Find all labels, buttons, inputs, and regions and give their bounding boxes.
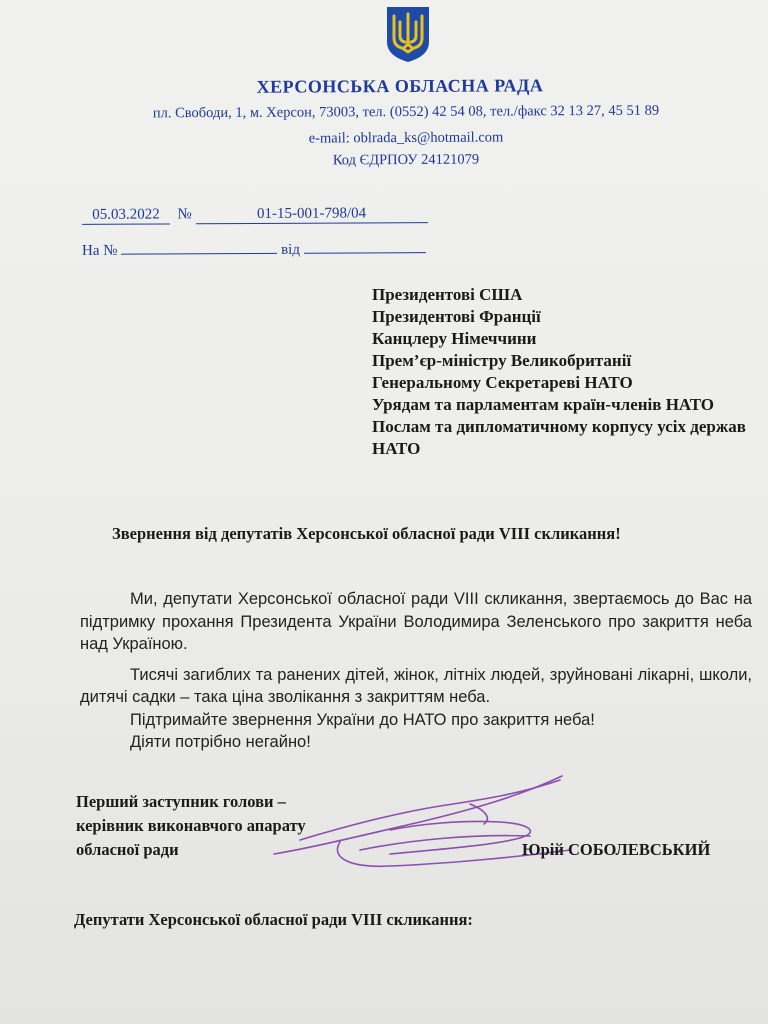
reply-line: [82, 241, 426, 260]
body-paragraph: Тисячі загиблих та ранених дітей, жінок, літніх людей, зруйновані лікарні, школи, дитячі садки – така ціна зволікання з закриттям неба.: [80, 665, 752, 706]
trident-coat-of-arms-icon: [384, 4, 432, 64]
reply-number: [121, 253, 277, 255]
org-email: e-mail: oblrada_ks@hotmail.com: [308, 129, 504, 147]
registration-number: 01-15-001-798/04: [196, 205, 428, 224]
org-name: ХЕРСОНСЬКА ОБЛАСНА РАДА: [256, 75, 544, 97]
registration-number-label: №: [177, 206, 192, 223]
org-edrpou: Код ЄДРПОУ 24121079: [332, 151, 480, 169]
signatory-name: Юрій СОБОЛЕВСЬКИЙ: [522, 840, 711, 859]
addressee: Президентові США: [372, 285, 523, 304]
reply-number-label: На №: [81, 242, 118, 259]
addressee: Прем’єр-міністру Великобританії: [372, 351, 632, 370]
addressee: Канцлеру Німеччини: [372, 329, 537, 348]
addressee: Генеральному Секретареві НАТО: [372, 373, 633, 392]
body-paragraph: Ми, депутати Херсонської обласної ради VIII скликання, звертаємось до Вас на підтримку прохання Президента України Володимира Зеленського про закриття неба над Україною.: [80, 590, 752, 653]
letter-subject: Звернення від депутатів Херсонської обласної ради VIII скликання!: [112, 524, 621, 543]
registration-line: [82, 205, 428, 225]
signatory-title-line: керівник виконавчого апарату: [76, 816, 306, 835]
registration-date: 05.03.2022: [82, 206, 170, 224]
addressee: Урядам та парламентам країн-членів НАТО: [372, 395, 715, 414]
reply-from-label: від: [281, 241, 300, 258]
signatory-title-line: Перший заступник голови –: [76, 792, 286, 811]
deputies-heading: Депутати Херсонської обласної ради VIII скликання:: [74, 910, 473, 929]
signatory-title-line: обласної ради: [76, 840, 179, 859]
letter-body: [80, 588, 752, 754]
body-paragraph: Діяти потрібно негайно!: [130, 733, 311, 751]
addressee: Президентові Франції: [372, 307, 541, 326]
reply-from-date: [304, 252, 426, 254]
handwritten-signature: [270, 770, 590, 880]
org-address: пл. Свободи, 1, м. Херсон, 73003, тел. (0552) 42 54 08, тел./факс 32 13 27, 45 51 89: [152, 102, 660, 122]
body-paragraph: Підтримайте звернення України до НАТО про закриття неба!: [130, 710, 595, 729]
addressee: Послам та дипломатичному корпусу усіх держав НАТО: [372, 417, 746, 458]
addressee-list: [372, 284, 752, 460]
